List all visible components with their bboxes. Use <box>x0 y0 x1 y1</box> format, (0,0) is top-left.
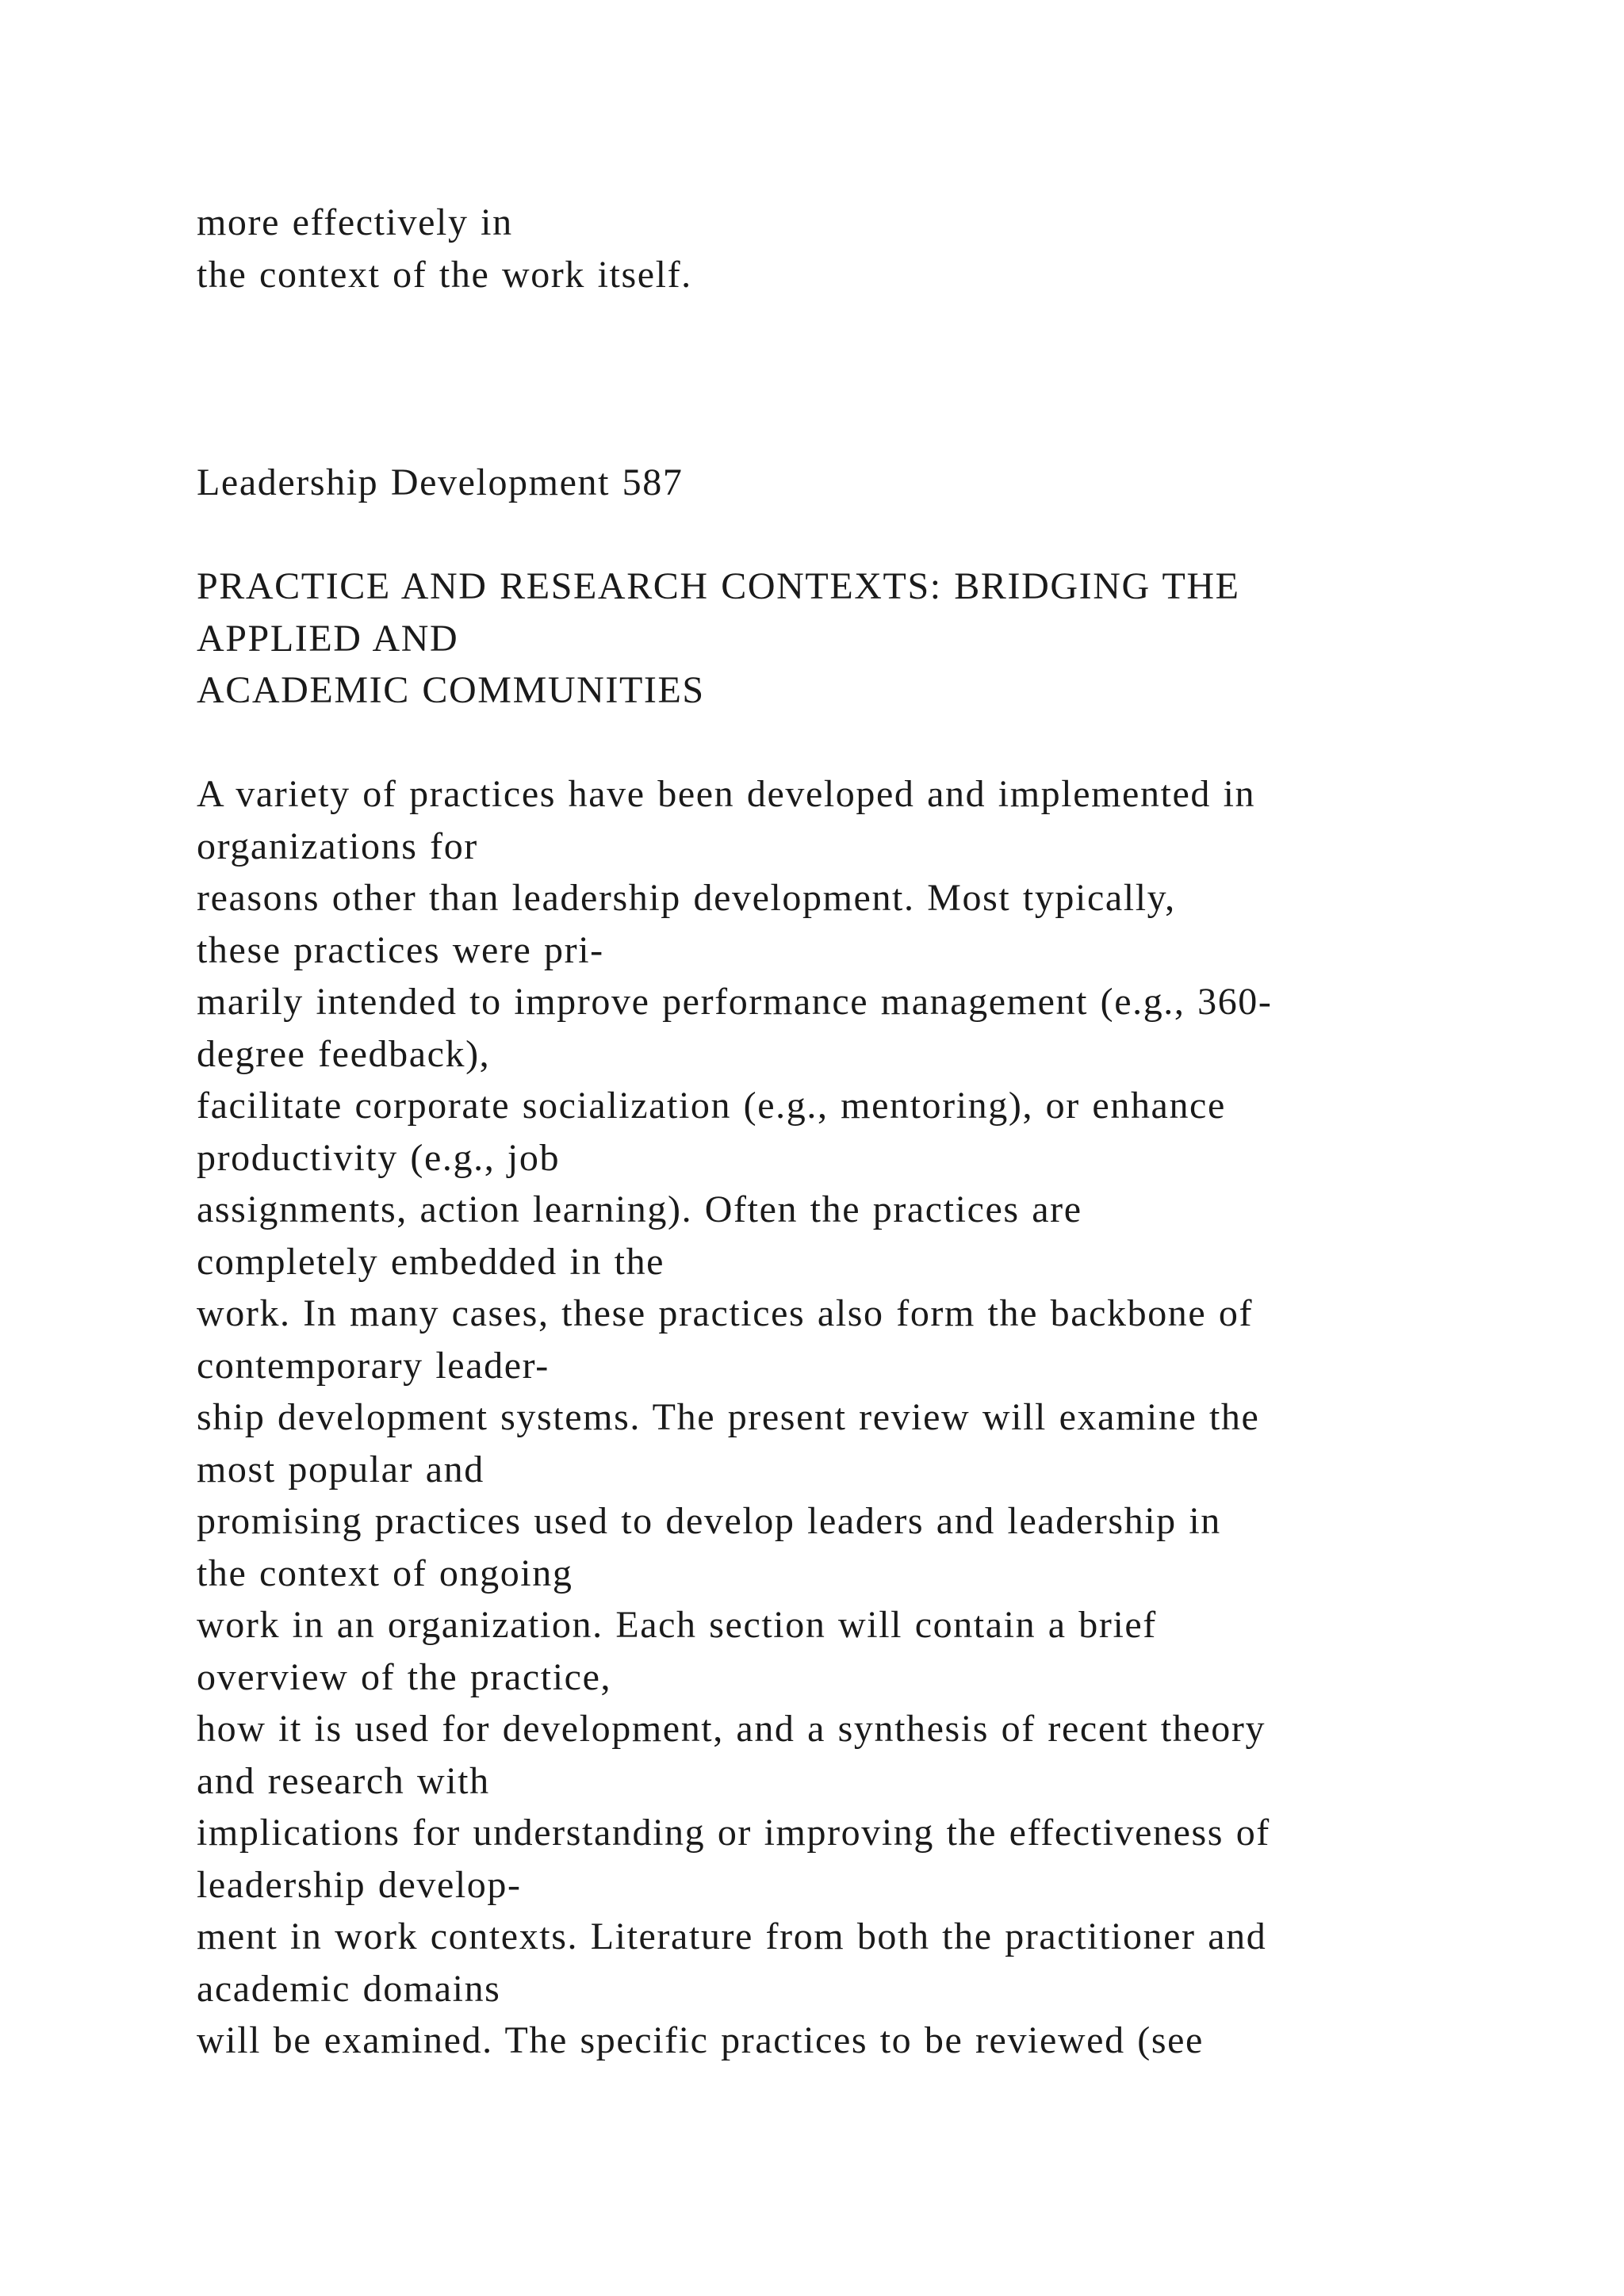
text-line: completely embedded in the <box>197 1240 665 1283</box>
text-line: contemporary leader- <box>197 1344 550 1387</box>
text-line: academic domains <box>197 1967 501 2010</box>
running-header <box>197 457 1592 509</box>
heading-line: PRACTICE AND RESEARCH CONTEXTS: BRIDGING THE <box>197 565 1240 607</box>
text-line: overview of the practice, <box>197 1655 612 1698</box>
text-line: degree feedback), <box>197 1032 491 1075</box>
text-line: organizations for <box>197 825 478 867</box>
text-line: and research with <box>197 1759 490 1802</box>
text-line: productivity (e.g., job <box>197 1136 561 1179</box>
text-line: ship development systems. The present review will examine the <box>197 1396 1260 1438</box>
text-line: the context of the work itself. <box>197 253 692 296</box>
text-line: implications for understanding or improving the effectiveness of <box>197 1812 1270 1854</box>
text-line: reasons other than leadership development. Most typically, <box>197 877 1176 919</box>
running-header-text: Leadership Development 587 <box>197 461 684 503</box>
section-heading <box>197 561 1592 717</box>
text-line: how it is used for development, and a synthesis of recent theory <box>197 1708 1266 1750</box>
text-line: most popular and <box>197 1448 485 1490</box>
heading-line: APPLIED AND <box>197 617 459 660</box>
text-line: will be examined. The specific practices to be reviewed (see <box>197 2019 1204 2061</box>
text-line: assignments, action learning). Often the practices are <box>197 1188 1082 1230</box>
text-line: facilitate corporate socialization (e.g., mentoring), or enhance <box>197 1085 1226 1127</box>
text-line: marily intended to improve performance management (e.g., 360- <box>197 981 1273 1023</box>
text-line: these practices were pri- <box>197 928 604 971</box>
intro-paragraph <box>197 197 1592 300</box>
text-line: A variety of practices have been developed and implemented in <box>197 773 1256 815</box>
text-line: work. In many cases, these practices also form the backbone of <box>197 1292 1254 1334</box>
text-line: promising practices used to develop leaders and leadership in <box>197 1500 1221 1542</box>
text-line: the context of ongoing <box>197 1552 573 1594</box>
text-line: work in an organization. Each section will contain a brief <box>197 1604 1157 1646</box>
heading-line: ACADEMIC COMMUNITIES <box>197 669 705 711</box>
body-paragraph <box>197 768 1592 2067</box>
text-line: leadership develop- <box>197 1863 522 1906</box>
text-line: more effectively in <box>197 201 513 243</box>
text-line: ment in work contexts. Literature from both the practitioner and <box>197 1915 1267 1957</box>
